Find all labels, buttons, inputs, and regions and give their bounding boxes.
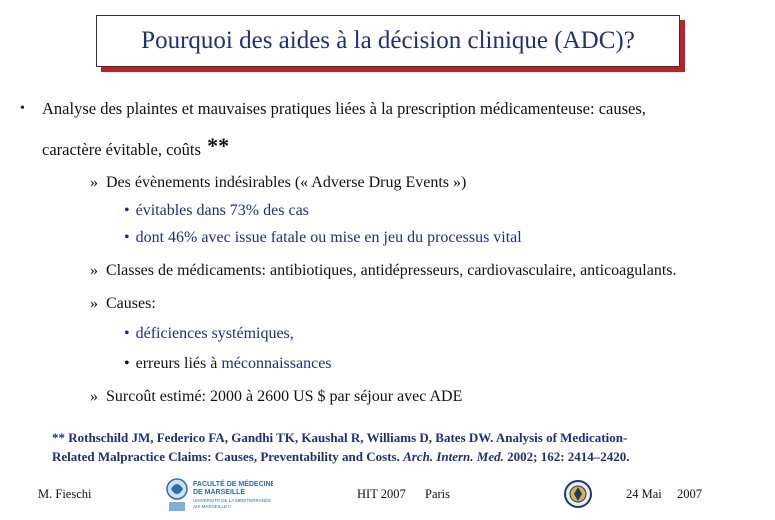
sub-point-surcout: » Surcoût estimé: 2000 à 2600 US $ par séjour avec ADE [90, 388, 463, 405]
bullet-marker: • [20, 101, 25, 116]
footnote-marker: ** [207, 133, 230, 158]
footer-author: M. Fieschi [38, 487, 92, 501]
footer-date-year: 2007 [677, 487, 702, 501]
ade-item-2: • dont 46% avec issue fatale ou mise en jeu du processus vital [124, 229, 522, 246]
footer-city: Paris [425, 487, 450, 501]
ade-item-1: • évitables dans 73% des cas [124, 202, 309, 219]
logo-text-4: AIX-MARSEILLE II [193, 504, 231, 509]
sub-point-causes: » Causes: [90, 295, 156, 312]
causes-item-1: • déficiences systémiques, [124, 325, 294, 342]
university-seal-icon [563, 478, 593, 510]
causes-item-2: • erreurs liés à méconnaissances [124, 355, 332, 372]
footer-event: HIT 2007 [357, 487, 406, 501]
slide-title: Pourquoi des aides à la décision clinique (ADC)? [141, 27, 635, 54]
main-point-line1: Analyse des plaintes et mauvaises pratiques liées à la prescription médicamenteuse: causes, [42, 99, 646, 118]
reference-note: ** Rothschild JM, Federico FA, Gandhi TK, Kaushal R, Williams D, Bates DW. Analysis of Medication- Related Malpractice Claims: Causes, Preventability and Costs. Arch. Intern. Med. 2002; 162: 2414–2420. [52, 430, 630, 464]
sub-point-ade: » Des évènements indésirables (« Adverse Drug Events ») [90, 174, 467, 191]
logo-text-3: UNIVERSITÉ DE LA MÉDITERRANÉE [193, 498, 272, 503]
footer-date-day: 24 Mai [626, 487, 662, 501]
logo-text-1: FACULTÉ DE MÉDECINE [193, 481, 273, 488]
faculty-logo [163, 475, 273, 515]
logo-text-2: DE MARSEILLE [193, 489, 246, 496]
main-point-line2: caractère évitable, coûts ** [42, 133, 230, 159]
sub-point-classes: » Classes de médicaments: antibiotiques, antidépresseurs, cardiovasculaire, anticoagulants. [90, 262, 677, 279]
title-box [96, 15, 680, 67]
